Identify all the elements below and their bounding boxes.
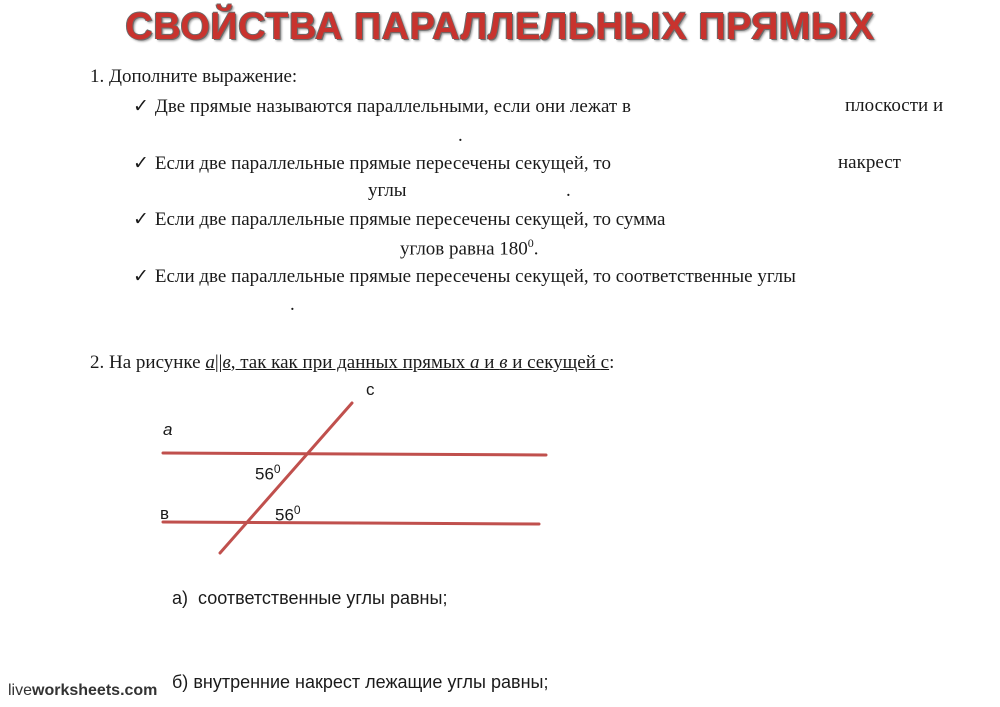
secant-line-c	[220, 403, 352, 553]
item1-text-b: плоскости и	[845, 95, 944, 116]
item1-text-c: .	[458, 125, 463, 146]
item2-text-a: Если две параллельные прямые пересечены секущей, то	[154, 153, 611, 174]
item4-text-b: .	[290, 294, 295, 315]
item3-text-c: .	[533, 238, 539, 260]
brand-bold: worksheets	[32, 682, 121, 699]
label-b: в	[160, 504, 170, 523]
brand-light: live	[8, 682, 33, 699]
task1-heading: 1. Дополните выражение:	[90, 66, 298, 87]
liveworksheets-logo[interactable]	[8, 682, 157, 700]
angle-bottom-value: 56	[275, 505, 294, 525]
item2-text-b: накрест	[838, 152, 901, 173]
item2-text-c: углы	[368, 180, 407, 201]
task2-heading-colon: :	[609, 352, 615, 373]
secant-c-ref: с	[600, 352, 610, 373]
item3-text-a: Если две параллельные прямые пересечены секущей, то сумма	[154, 209, 666, 230]
angle-top-value: 56	[255, 464, 274, 484]
line-a-ref: а	[205, 352, 215, 373]
option-b-text: внутренние накрест лежащие углы равны;	[193, 672, 549, 692]
option-a-text: соответственные углы равны;	[198, 588, 448, 608]
label-a: а	[163, 420, 173, 439]
option-a[interactable]	[172, 588, 447, 609]
task2-heading-rest: , так как при данных прямых	[230, 352, 471, 373]
line-a	[163, 453, 546, 455]
line-a-ref-2: а	[470, 352, 480, 373]
item1-text-a: Две прямые называются параллельными, если они лежат в	[154, 96, 631, 117]
line-b-ref-2: в	[499, 352, 508, 373]
check-icon: ✓	[133, 209, 149, 230]
item3-text-b: углов равна 180	[400, 238, 528, 260]
angle-bottom-degree: 0	[293, 503, 301, 517]
item4-text-a: Если две параллельные прямые пересечены секущей, то соответственные углы	[154, 266, 796, 287]
task2-heading-and: и	[479, 352, 500, 373]
task2-heading-secant: и секущей	[507, 352, 601, 373]
task2-heading-prefix: 2. На рисунке	[90, 352, 206, 373]
check-icon: ✓	[133, 266, 149, 287]
check-icon: ✓	[133, 96, 149, 117]
option-b[interactable]	[172, 672, 548, 693]
angle-label-bottom	[275, 503, 301, 526]
line-b	[163, 522, 539, 524]
brand-tail: .com	[120, 682, 158, 699]
check-icon: ✓	[133, 153, 149, 174]
degree-sup: 0	[527, 236, 534, 250]
label-c: с	[366, 380, 375, 399]
option-a-letter: а)	[172, 588, 189, 608]
parallel-sign: ||	[214, 352, 223, 373]
page-title: СВОЙСТВА ПАРАЛЛЕЛЬНЫХ ПРЯМЫХ	[125, 6, 875, 48]
option-b-letter: б)	[172, 672, 189, 692]
angle-top-degree: 0	[273, 462, 281, 476]
angle-label-top	[255, 462, 281, 485]
item2-text-d: .	[566, 180, 571, 201]
line-b-ref: в	[222, 352, 231, 373]
